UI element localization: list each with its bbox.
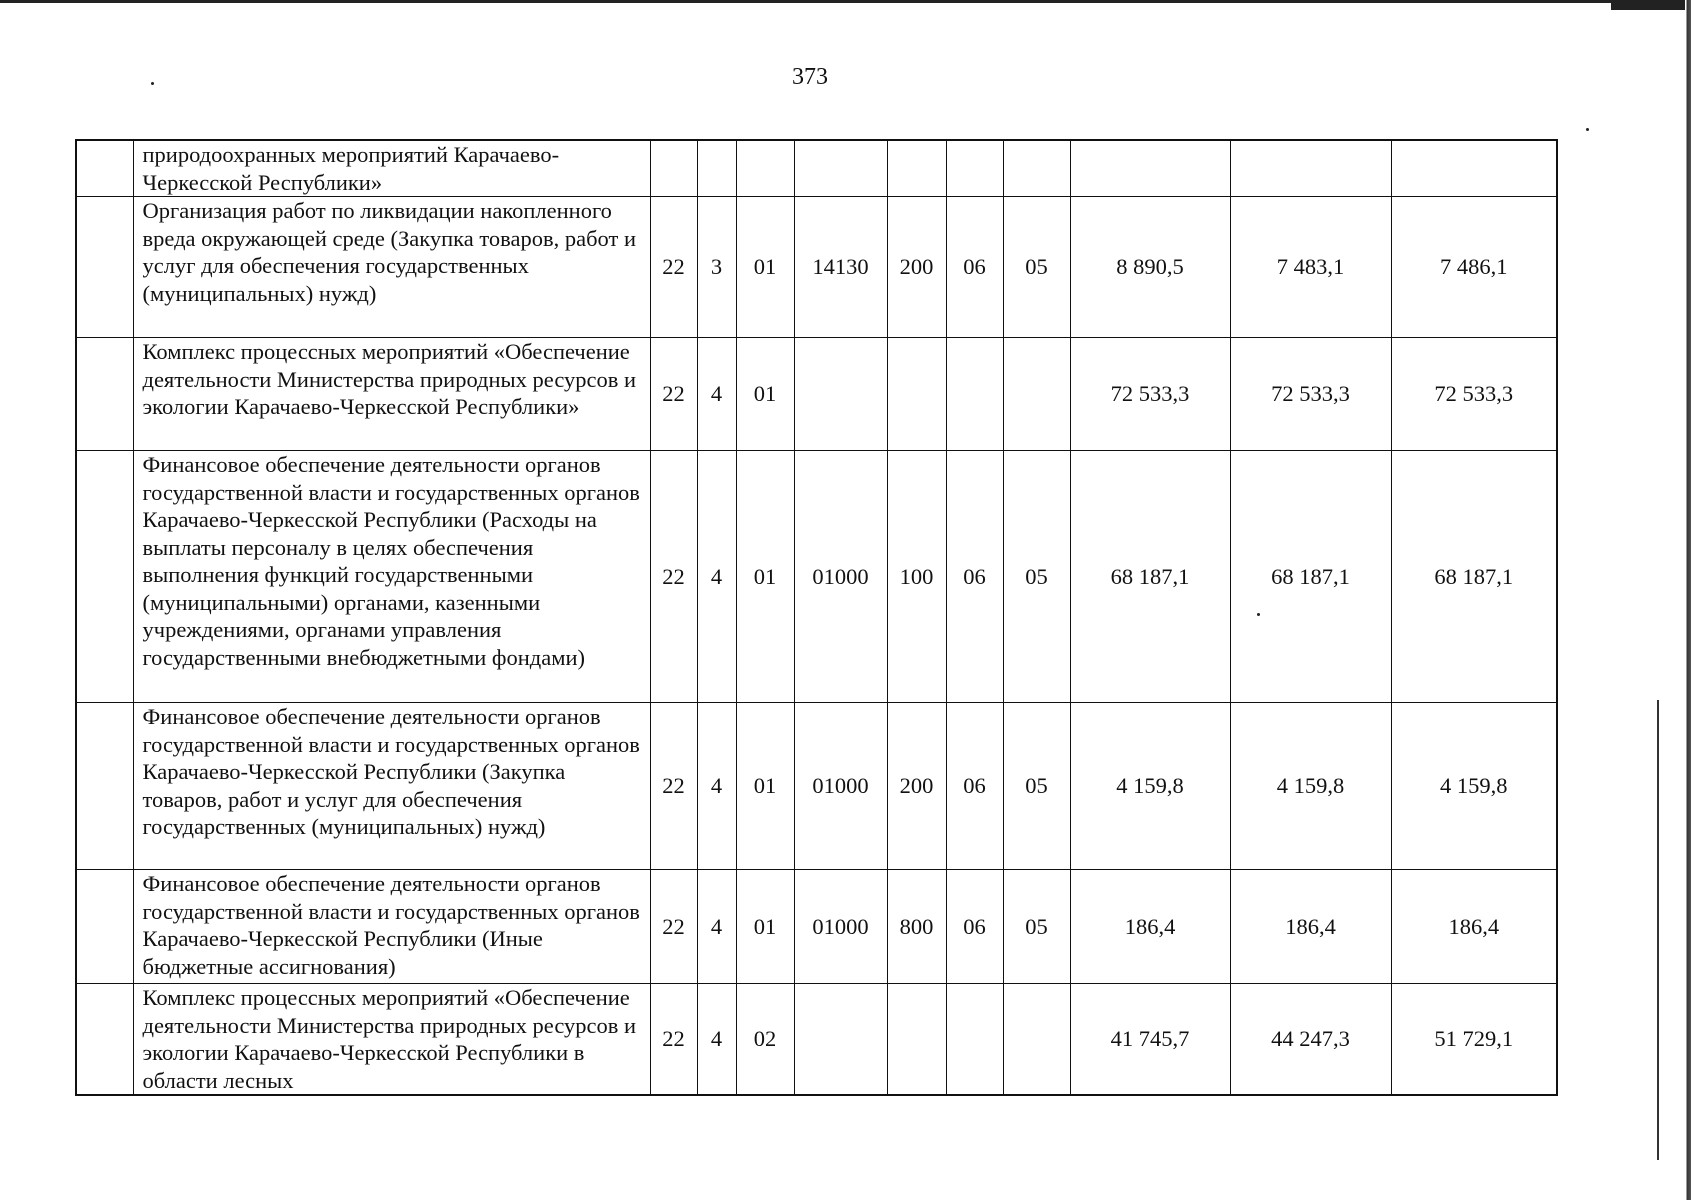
amount-cell	[1070, 140, 1230, 197]
scan-artifact-line	[1657, 700, 1659, 1160]
code-cell: 200	[887, 703, 946, 870]
description-cell: природоохранных мероприятий Карачаево-Черкесской Республики»	[133, 140, 650, 197]
row-number-cell	[76, 197, 133, 338]
code-cell: 22	[650, 984, 697, 1096]
row-number-cell	[76, 870, 133, 984]
code-cell: 4	[697, 984, 736, 1096]
page-number: 373	[792, 64, 828, 90]
code-cell: 01000	[794, 703, 887, 870]
code-cell: 01	[736, 703, 794, 870]
code-cell: 05	[1003, 451, 1070, 703]
row-number-cell	[76, 984, 133, 1096]
code-cell: 4	[697, 338, 736, 451]
description-cell: Финансовое обеспечение деятельности органов государственной власти и государственных органов Карачаево-Черкесской Республики (Закупка товаров, работ и услуг для обеспечения государственных (муниципальных) нужд)	[133, 703, 650, 870]
amount-cell: 72 533,3	[1391, 338, 1557, 451]
table-row	[76, 451, 1557, 703]
amount-cell: 4 159,8	[1070, 703, 1230, 870]
code-cell: 02	[736, 984, 794, 1096]
code-cell: 06	[946, 870, 1003, 984]
code-cell: 01000	[794, 451, 887, 703]
code-cell: 22	[650, 703, 697, 870]
code-cell: 01	[736, 870, 794, 984]
row-number-cell	[76, 140, 133, 197]
amount-cell: 4 159,8	[1391, 703, 1557, 870]
amount-cell: 7 486,1	[1391, 197, 1557, 338]
description-cell: Финансовое обеспечение деятельности органов государственной власти и государственных органов Карачаево-Черкесской Республики (Расходы на выплаты персоналу в целях обеспечения выполнения функций государственными (муниципальными) органами, казенными учреждениями, органами управления государственными внебюджетными фондами)	[133, 451, 650, 703]
amount-cell	[1391, 140, 1557, 197]
description-cell: Комплекс процессных мероприятий «Обеспечение деятельности Министерства природных ресурсов и экологии Карачаево-Черкесской Республики в области лесных	[133, 984, 650, 1096]
amount-cell: 72 533,3	[1230, 338, 1391, 451]
code-cell: 14130	[794, 197, 887, 338]
code-cell: 05	[1003, 870, 1070, 984]
table-row	[76, 870, 1557, 984]
code-cell	[946, 140, 1003, 197]
amount-cell	[1230, 140, 1391, 197]
code-cell	[887, 984, 946, 1096]
code-cell	[794, 984, 887, 1096]
code-cell: 22	[650, 197, 697, 338]
code-cell: 01	[736, 197, 794, 338]
code-cell	[736, 140, 794, 197]
code-cell: 200	[887, 197, 946, 338]
code-cell	[946, 338, 1003, 451]
code-cell: 06	[946, 703, 1003, 870]
code-cell: 4	[697, 451, 736, 703]
amount-cell: 68 187,1	[1391, 451, 1557, 703]
code-cell	[650, 140, 697, 197]
code-cell: 3	[697, 197, 736, 338]
amount-cell: 7 483,1	[1230, 197, 1391, 338]
code-cell: 01	[736, 451, 794, 703]
amount-cell: 4 159,8	[1230, 703, 1391, 870]
code-cell: 05	[1003, 703, 1070, 870]
row-number-cell	[76, 451, 133, 703]
code-cell: 4	[697, 703, 736, 870]
code-cell	[1003, 140, 1070, 197]
code-cell: 01	[736, 338, 794, 451]
table-row	[76, 338, 1557, 451]
amount-cell: 8 890,5	[1070, 197, 1230, 338]
code-cell: 06	[946, 451, 1003, 703]
code-cell: 06	[946, 197, 1003, 338]
amount-cell: 186,4	[1230, 870, 1391, 984]
scan-speck	[1586, 128, 1589, 131]
description-cell: Комплекс процессных мероприятий «Обеспечение деятельности Министерства природных ресурсов и экологии Карачаево-Черкесской Республики»	[133, 338, 650, 451]
code-cell: 22	[650, 870, 697, 984]
code-cell: 800	[887, 870, 946, 984]
scan-border-right	[1685, 0, 1691, 1200]
code-cell: 01000	[794, 870, 887, 984]
code-cell: 100	[887, 451, 946, 703]
amount-cell: 72 533,3	[1070, 338, 1230, 451]
amount-cell: 51 729,1	[1391, 984, 1557, 1096]
description-cell: Организация работ по ликвидации накопленного вреда окружающей среде (Закупка товаров, работ и услуг для обеспечения государственных (муниципальных) нужд)	[133, 197, 650, 338]
amount-cell: 186,4	[1391, 870, 1557, 984]
row-number-cell	[76, 338, 133, 451]
amount-cell: 186,4	[1070, 870, 1230, 984]
table-row	[76, 703, 1557, 870]
code-cell	[1003, 984, 1070, 1096]
code-cell	[794, 338, 887, 451]
code-cell: 4	[697, 870, 736, 984]
amount-cell: 41 745,7	[1070, 984, 1230, 1096]
code-cell: 22	[650, 451, 697, 703]
description-cell: Финансовое обеспечение деятельности органов государственной власти и государственных органов Карачаево-Черкесской Республики (Иные бюджетные ассигнования)	[133, 870, 650, 984]
code-cell	[887, 140, 946, 197]
table-row	[76, 197, 1557, 338]
table-row	[76, 140, 1557, 197]
code-cell: 05	[1003, 197, 1070, 338]
code-cell: 22	[650, 338, 697, 451]
budget-table	[75, 139, 1558, 1096]
table-row	[76, 984, 1557, 1096]
row-number-cell	[76, 703, 133, 870]
amount-cell: 68 187,1	[1070, 451, 1230, 703]
code-cell	[794, 140, 887, 197]
code-cell	[887, 338, 946, 451]
scan-border-corner	[1611, 0, 1691, 10]
code-cell	[1003, 338, 1070, 451]
amount-cell: 68 187,1	[1230, 451, 1391, 703]
code-cell	[946, 984, 1003, 1096]
scan-border-top	[0, 0, 1691, 3]
code-cell	[697, 140, 736, 197]
amount-cell: 44 247,3	[1230, 984, 1391, 1096]
